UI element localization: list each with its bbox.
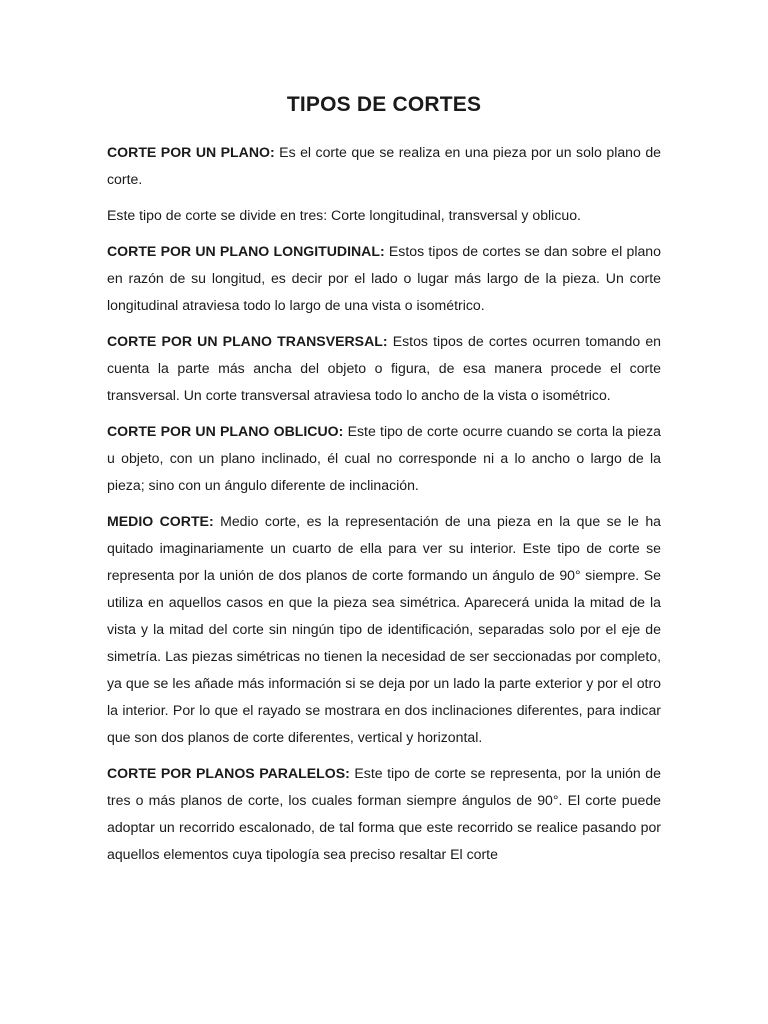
paragraph-text: Este tipo de corte se representa, por la unión de tres o más planos de corte, los cuales forman siempre ángulos de 90°. El corte puede adoptar un recorrido escalonado, de tal forma que este recorrido se realice pasando por aquellos elementos cuya tipología sea preciso resaltar El corte <box>107 765 661 862</box>
paragraph-heading: MEDIO CORTE: <box>107 513 214 529</box>
document-body <box>107 139 661 877</box>
document-title: TIPOS DE CORTES <box>286 93 482 116</box>
paragraph-corte-oblicuo <box>107 418 661 499</box>
paragraph-heading: CORTE POR UN PLANO LONGITUDINAL: <box>107 243 385 259</box>
paragraph-text: Este tipo de corte se divide en tres: Corte longitudinal, transversal y oblicuo. <box>107 207 581 223</box>
paragraph-division <box>107 202 661 229</box>
paragraph-medio-corte <box>107 508 661 751</box>
paragraph-corte-longitudinal <box>107 238 661 319</box>
paragraph-heading: CORTE POR PLANOS PARALELOS: <box>107 765 350 781</box>
paragraph-heading: CORTE POR UN PLANO: <box>107 144 275 160</box>
paragraph-text: Estos tipos de cortes ocurren tomando en cuenta la parte más ancha del objeto o figura, de esa manera procede el corte transversal. Un corte transversal atraviesa todo lo ancho de la vista o isométrico. <box>107 333 661 403</box>
paragraph-heading: CORTE POR UN PLANO OBLICUO: <box>107 423 344 439</box>
paragraph-planos-paralelos <box>107 760 661 868</box>
paragraph-text: Estos tipos de cortes se dan sobre el plano en razón de su longitud, es decir por el lado o lugar más largo de la pieza. Un corte longitudinal atraviesa todo lo largo de una vista o isométrico. <box>107 243 661 313</box>
paragraph-corte-transversal <box>107 328 661 409</box>
paragraph-text: Medio corte, es la representación de una pieza en la que se le ha quitado imaginariamente un cuarto de ella para ver su interior. Este tipo de corte se representa por la unión de dos planos de corte formando un ángulo de 90° siempre. Se utiliza en aquellos casos en que la pieza sea simétrica. Aparecerá unida la mitad de la vista y la mitad del corte sin ningún tipo de identificación, separadas solo por el eje de simetría. Las piezas simétricas no tienen la necesidad de ser seccionadas por completo, ya que se les añade más información si se deja por un lado la parte exterior y por el otro la interior. Por lo que el rayado se mostrara en dos inclinaciones diferentes, para indicar que son dos planos de corte diferentes, vertical y horizontal. <box>107 513 661 745</box>
paragraph-text: Es el corte que se realiza en una pieza por un solo plano de corte. <box>107 144 661 187</box>
paragraph-text: Este tipo de corte ocurre cuando se corta la pieza u objeto, con un plano inclinado, él cual no corresponde ni a lo ancho o largo de la pieza; sino con un ángulo diferente de inclinación. <box>107 423 661 493</box>
paragraph-heading: CORTE POR UN PLANO TRANSVERSAL: <box>107 333 388 349</box>
paragraph-corte-por-un-plano <box>107 139 661 193</box>
